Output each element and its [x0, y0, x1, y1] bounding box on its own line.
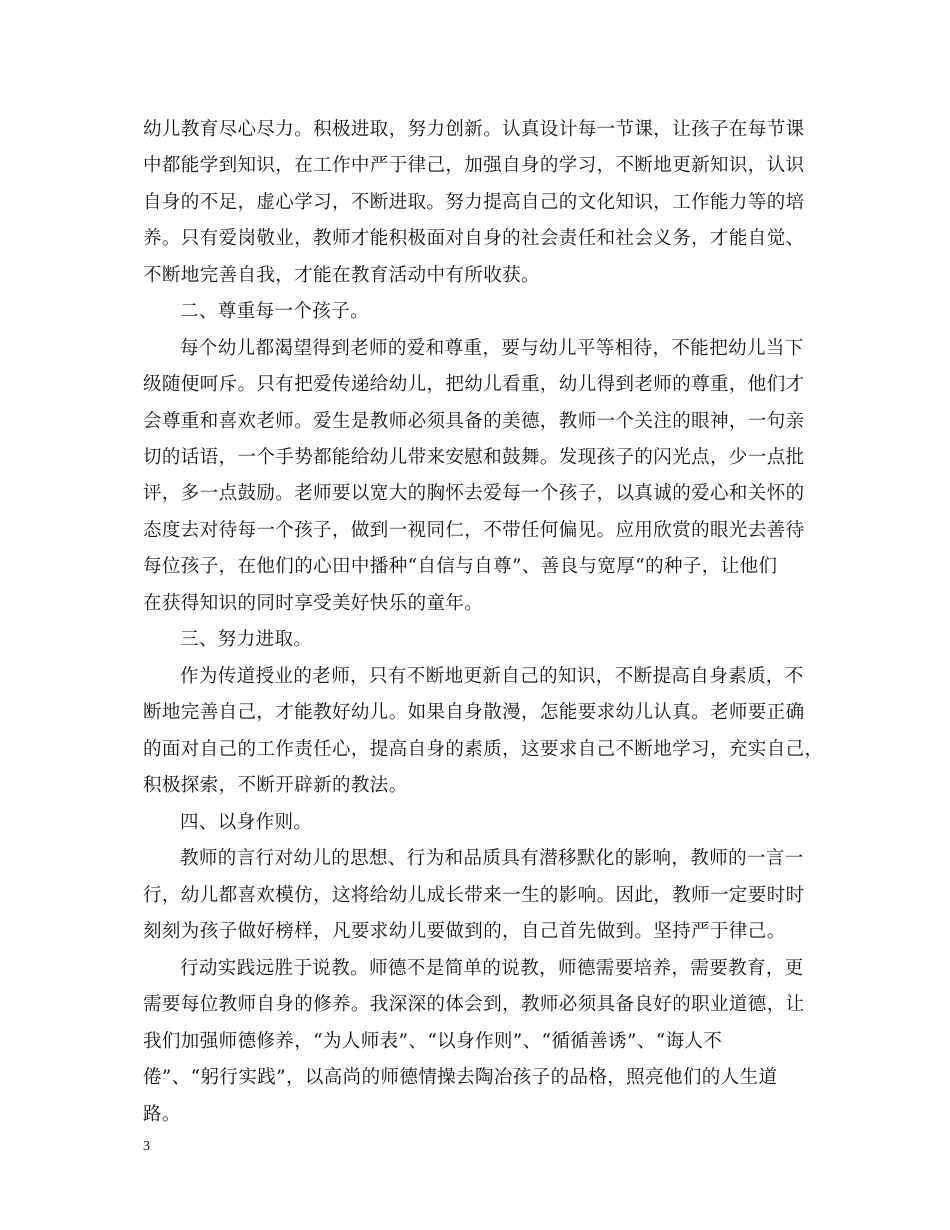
- text-line: 切的话语，一个手势都能给幼儿带来安慰和鼓舞。发现孩子的闪光点，少一点批: [143, 447, 805, 468]
- section-heading: 四、以身作则。: [180, 812, 313, 833]
- text-line: 不断地完善自我，才能在教育活动中有所收获。: [143, 265, 540, 286]
- text-line: 会尊重和喜欢老师。爱生是教师必须具备的美德，教师一个关注的眼神，一句亲: [143, 411, 805, 432]
- section-heading: 二、尊重每一个孩子。: [180, 301, 370, 322]
- text-line: 的面对自己的工作责任心，提高自身的素质，这要求自己不断地学习，充实自己，: [143, 739, 824, 760]
- text-line: 路。: [143, 1104, 181, 1125]
- text-line: 刻刻为孩子做好榜样，凡要求幼儿要做到的，自己首先做到。坚持严于律己。: [143, 921, 786, 942]
- text-line: 作为传道授业的老师，只有不断地更新自己的知识，不断提高自身素质，不: [180, 666, 804, 687]
- text-line: 倦”、“躬行实践”，以高尚的师德情操去陶冶孩子的品格，照亮他们的人生道: [143, 1067, 778, 1088]
- text-line: 每位孩子，在他们的心田中播种“自信与自尊”、善良与宽厚“的种子，让他们: [143, 556, 778, 577]
- text-line: 养。只有爱岗敬业，教师才能积极面对自身的社会责任和社会义务，才能自觉、: [143, 228, 805, 249]
- text-line: 需要每位教师自身的修养。我深深的体会到，教师必须具备良好的职业道德，让: [143, 994, 805, 1015]
- text-line: 我们加强师德修养，“为人师表”、“以身作则”、“循循善诱”、“诲人不: [143, 1031, 723, 1052]
- text-line: 幼儿教育尽心尽力。积极进取，努力创新。认真设计每一节课，让孩子在每节课: [143, 119, 805, 140]
- page-number: 3: [143, 1139, 150, 1154]
- text-line: 行动实践远胜于说教。师德不是简单的说教，师德需要培养，需要教育，更: [180, 958, 804, 979]
- text-line: 自身的不足，虚心学习，不断进取。努力提高自己的文化知识，工作能力等的培: [143, 192, 805, 213]
- text-line: 行，幼儿都喜欢模仿，这将给幼儿成长带来一生的影响。因此，教师一定要时时: [143, 885, 805, 906]
- text-line: 断地完善自己，才能教好幼儿。如果自身散漫，怎能要求幼儿认真。老师要正确: [143, 702, 805, 723]
- text-line: 级随便呵斥。只有把爱传递给幼儿，把幼儿看重，幼儿得到老师的尊重，他们才: [143, 374, 805, 395]
- text-line: 态度去对待每一个孩子，做到一视同仁，不带任何偏见。应用欣赏的眼光去善待: [143, 520, 805, 541]
- text-line: 每个幼儿都渴望得到老师的爱和尊重，要与幼儿平等相待，不能把幼儿当下: [180, 338, 804, 359]
- section-heading: 三、努力进取。: [180, 629, 313, 650]
- text-line: 评，多一点鼓励。老师要以宽大的胸怀去爱每一个孩子，以真诚的爱心和关怀的: [143, 483, 805, 504]
- text-line: 中都能学到知识，在工作中严于律己，加强自身的学习，不断地更新知识，认识: [143, 155, 805, 176]
- text-line: 积极探索，不断开辟新的教法。: [143, 775, 408, 796]
- text-line: 在获得知识的同时享受美好快乐的童年。: [143, 593, 484, 614]
- text-line: 教师的言行对幼儿的思想、行为和品质具有潜移默化的影响，教师的一言一: [180, 848, 804, 869]
